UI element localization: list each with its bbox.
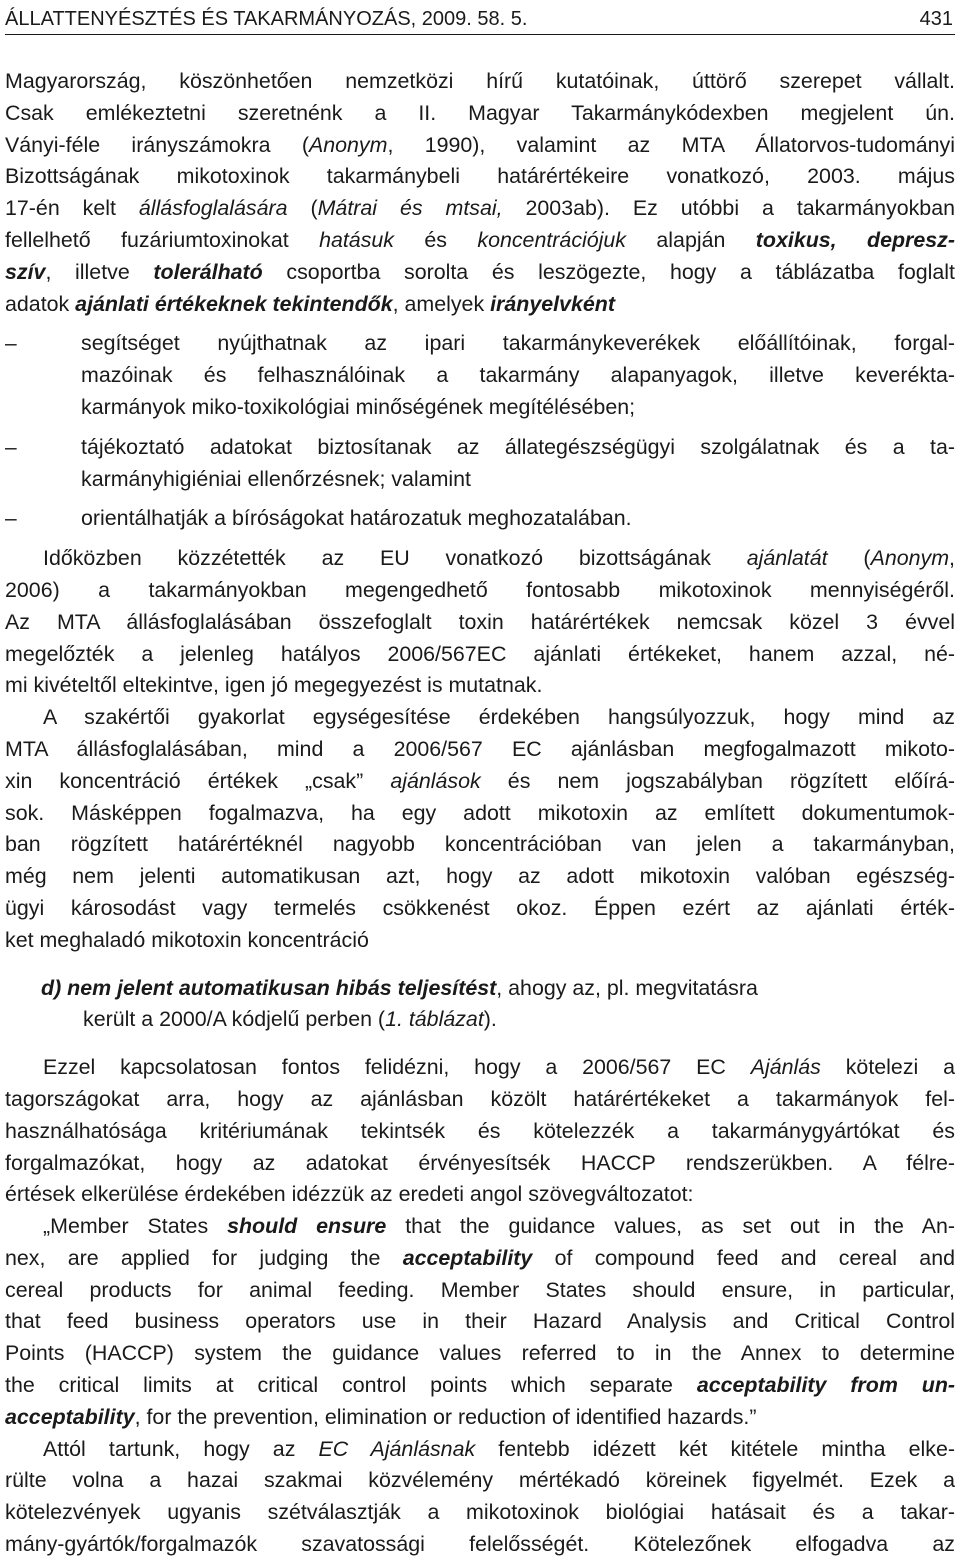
text-line: Csak emlékeztetni szeretnénk a II. Magyar Takarmánykódexben megjelent ún. — [5, 100, 955, 125]
text-line: Ezzel kapcsolatosan fontos felidézni, hogy a 2006/567 EC Ajánlás kötelezi a — [43, 1055, 955, 1080]
text-line: sok. Másképpen fogalmazva, ha egy adott mikotoxin az említett dokumentumok- — [5, 800, 955, 825]
page-number: 431 — [919, 8, 953, 30]
text-line: szív, illetve tolerálható csoportba sorolta és leszögezte, hogy a táblázatba foglalt — [5, 259, 955, 284]
dash-marker: – — [5, 435, 17, 459]
text-line: mány-gyártók/forgalmazók szavatossági felelősségét. Kötelezőnek elfogadva az — [5, 1532, 955, 1557]
text-line: tagországokat arra, hogy az ajánlásban közölt határértékeket a takarmányok fel- — [5, 1086, 955, 1111]
paragraph-1 — [5, 66, 955, 320]
text-line: 2006) a takarmányokban megengedhető fontosabb mikotoxinok mennyiségéről. — [5, 577, 955, 602]
running-header — [5, 0, 955, 35]
text-line: még nem jelenti automatikusan azt, hogy az adott mikotoxin valóban egészség- — [5, 864, 955, 889]
text-line: használhatósága kritériumának tekintsék és kötelezzék a takarmánygyártókat és — [5, 1118, 955, 1143]
text-line: Bizottságának mikotoxinok takarmánybeli határértékeire vonatkozó, 2003. május — [5, 164, 955, 189]
text-line: ket meghaladó mikotoxin koncentráció — [5, 927, 369, 952]
text-line: kötelezvények ugyanis szétválasztják a mikotoxinok biológiai hatásait és a takar- — [5, 1500, 955, 1525]
text-line: MTA állásfoglalásában, mind a 2006/567 EC ajánlásban megfogalmazott mikoto- — [5, 736, 955, 761]
list-item: – segítséget nyújthatnak az ipari takarmánykeverékek előállítóinak, forgal- mazóinak és felhasználóinak a takarmány alapanyagok, illetve keverékta- karmányok miko-toxikológiai minőségének megítélésében; — [5, 328, 955, 423]
text-line: fellelhető fuzáriumtoxinokat hatásuk és koncentrációjuk alapján toxikus, depresz- — [5, 227, 955, 252]
text-line: „Member States should ensure that the guidance values, as set out in the An- — [43, 1214, 955, 1239]
paragraph-2 — [5, 543, 955, 702]
article-body — [5, 66, 955, 1561]
text-line: 17-én kelt állásfoglalására (Mátrai és mtsai, 2003ab). Ez utóbbi a takarmányokban — [5, 196, 955, 221]
english-quote — [5, 1211, 955, 1434]
document-page — [5, 0, 955, 1557]
text-line: Az MTA állásfoglalásában összefoglalt toxin határértékek nemcsak közel 3 évvel — [5, 609, 955, 634]
paragraph-3 — [5, 702, 955, 956]
text-line: Points (HACCP) system the guidance values referred to in the Annex to determine — [5, 1341, 955, 1366]
journal-citation: ÁLLATTENYÉSZTÉS ÉS TAKARMÁNYOZÁS, 2009. 58. 5. — [5, 8, 528, 30]
text-line: forgalmazókat, hogy az adatokat érvényesítsék HACCP rendszerükben. A félre- — [5, 1150, 955, 1175]
dash-list — [5, 328, 955, 535]
paragraph-4 — [5, 1052, 955, 1211]
text-line: mi kivételtől eltekintve, igen jó megegyezést is mutatnak. — [5, 673, 543, 698]
list-item: – tájékoztató adatokat biztosítanak az állategészségügyi szolgálatnak és a ta- karmányhigiéniai ellenőrzésnek; valamint — [5, 432, 955, 496]
text-line: rülte volna a hazai szakmai közvélemény mértékadó köreinek figyelmét. Ezek a — [5, 1468, 955, 1493]
text-line: cereal products for animal feeding. Member States should ensure, in particular, — [5, 1277, 955, 1302]
text-line: xin koncentráció értékek „csak” ajánlások és nem jogszabályban rögzített előírá- — [5, 768, 955, 793]
dash-marker: – — [5, 507, 17, 531]
text-line: nex, are applied for judging the acceptability of compound feed and cereal and — [5, 1245, 955, 1270]
text-line: acceptability, for the prevention, elimination or reduction of identified hazards.” — [5, 1404, 757, 1429]
text-line: Attól tartunk, hogy az EC Ajánlásnak fentebb idézett két kitétele mintha elke- — [43, 1436, 955, 1461]
text-line: A szakértői gyakorlat egységesítése érdekében hangsúlyozzuk, hogy mind az — [43, 705, 955, 730]
list-item: – orientálhatják a bíróságokat határozatuk meghozatalában. — [5, 503, 955, 535]
dash-marker: – — [5, 332, 17, 356]
paragraph-5 — [5, 1434, 955, 1561]
text-line: d) nem jelent automatikusan hibás teljesítést, ahogy az, pl. megvitatásra — [41, 975, 758, 1000]
text-line: ban rögzített határértéknél nagyobb koncentrációban van jelen a takarmányban, — [5, 832, 955, 857]
text-line: értések elkerülése érdekében idézzük az eredeti angol szövegváltozatot: — [5, 1182, 694, 1207]
text-line: that feed business operators use in their Hazard Analysis and Critical Control — [5, 1309, 955, 1334]
text-line: Ványi-féle irányszámokra (Anonym, 1990), valamint az MTA Állatorvos-tudományi — [5, 132, 955, 157]
text-line: adatok ajánlati értékeknek tekintendők, amelyek irányelvként — [5, 291, 615, 316]
text-line: the critical limits at critical control points which separate acceptability from un- — [5, 1373, 955, 1398]
text-line: megelőzték a jelenleg hatályos 2006/567EC ajánlati értékeket, hanem azzal, né- — [5, 641, 955, 666]
text-line: Időközben közzétették az EU vonatkozó bizottságának ajánlatát (Anonym, — [43, 546, 955, 571]
text-line: került a 2000/A kódjelű perben (1. táblázat). — [83, 1007, 497, 1032]
text-line: Magyarország, köszönhetően nemzetközi hírű kutatóinak, úttörő szerepet vállalt. — [5, 69, 955, 93]
text-line: ügyi károsodást vagy termelés csökkenést okoz. Éppen ezért az ajánlati érték- — [5, 895, 955, 920]
item-d — [5, 973, 955, 1037]
